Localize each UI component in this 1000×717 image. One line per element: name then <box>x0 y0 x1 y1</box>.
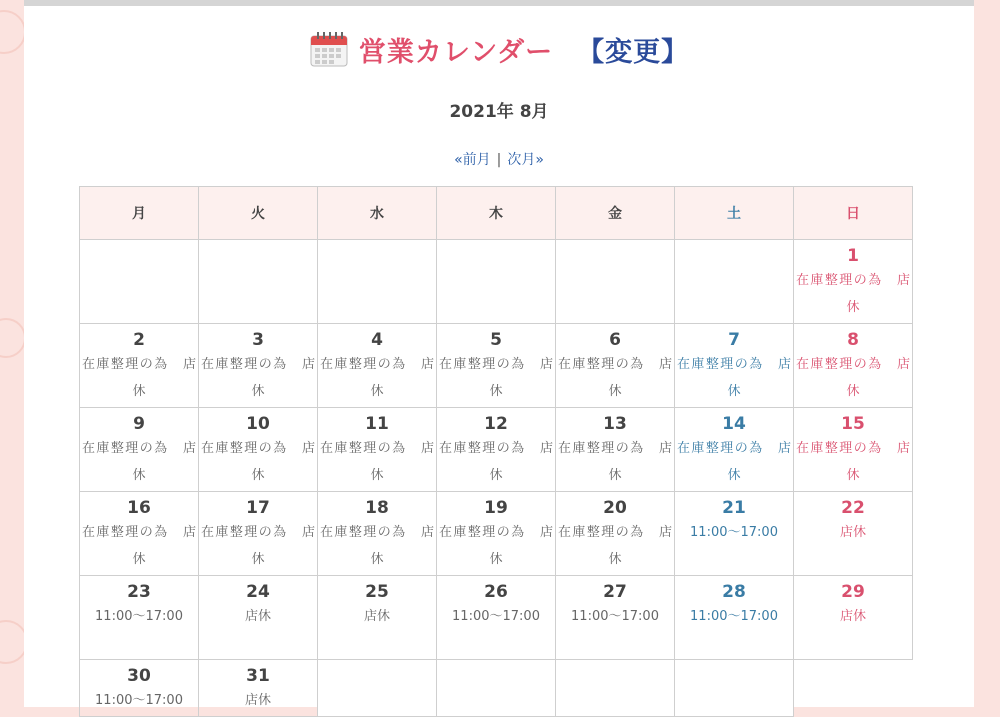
day-status-text: 在庫整理の為 店休 <box>439 525 553 567</box>
day-number: 19 <box>484 498 508 518</box>
calendar-empty-cell <box>675 660 794 717</box>
day-status-text: 在庫整理の為 店休 <box>677 357 791 399</box>
calendar-week-row <box>80 492 913 576</box>
decor-circle <box>0 318 26 358</box>
calendar-day-cell <box>437 492 556 576</box>
day-status <box>199 351 317 405</box>
calendar-day-cell <box>80 492 199 576</box>
calendar-day-cell <box>556 576 675 660</box>
calendar-week-row <box>80 240 913 324</box>
calendar-day-cell <box>556 408 675 492</box>
calendar-week-row <box>80 324 913 408</box>
calendar-empty-cell <box>80 240 199 324</box>
day-number: 30 <box>127 666 151 686</box>
day-status-text: 在庫整理の為 店休 <box>796 357 910 399</box>
day-number: 24 <box>246 582 270 602</box>
day-number: 12 <box>484 414 508 434</box>
day-number: 29 <box>841 582 865 602</box>
calendar-day-cell <box>318 408 437 492</box>
day-status <box>199 603 317 630</box>
day-number: 13 <box>603 414 627 434</box>
day-status <box>318 435 436 489</box>
day-status-text: 店休 <box>244 609 271 624</box>
day-status-text: 在庫整理の為 店休 <box>320 441 434 483</box>
calendar-table <box>79 186 913 717</box>
day-number: 26 <box>484 582 508 602</box>
day-status-text: 在庫整理の為 店休 <box>677 441 791 483</box>
calendar-day-cell <box>794 492 913 576</box>
prev-month-link[interactable]: «前月 <box>454 152 491 168</box>
day-number: 23 <box>127 582 151 602</box>
day-status-text: 在庫整理の為 店休 <box>201 525 315 567</box>
day-status-text: 在庫整理の為 店休 <box>201 441 315 483</box>
day-number: 14 <box>722 414 746 434</box>
day-number: 28 <box>722 582 746 602</box>
calendar-day-cell <box>318 576 437 660</box>
day-number: 5 <box>490 330 502 350</box>
day-status <box>794 603 912 630</box>
day-status <box>437 519 555 573</box>
page-title <box>24 30 974 69</box>
day-number: 6 <box>609 330 621 350</box>
calendar-icon <box>309 31 349 67</box>
calendar-day-cell <box>80 576 199 660</box>
calendar-body <box>80 240 913 717</box>
calendar-day-cell <box>675 492 794 576</box>
calendar-blank <box>794 660 913 717</box>
day-status <box>318 519 436 573</box>
day-status <box>556 603 674 630</box>
day-status-text: 11:00〜17:00 <box>452 609 540 624</box>
day-status <box>556 435 674 489</box>
day-status <box>794 519 912 546</box>
calendar-empty-cell <box>437 660 556 717</box>
day-status-text: 在庫整理の為 店休 <box>82 441 196 483</box>
day-status <box>675 519 793 546</box>
day-status <box>80 435 198 489</box>
calendar-day-cell <box>318 492 437 576</box>
calendar-week-row <box>80 408 913 492</box>
calendar-empty-cell <box>675 240 794 324</box>
day-number: 9 <box>133 414 145 434</box>
calendar-empty-cell <box>437 240 556 324</box>
calendar-empty-cell <box>318 240 437 324</box>
day-number: 18 <box>365 498 389 518</box>
day-number: 22 <box>841 498 865 518</box>
day-status <box>199 435 317 489</box>
next-month-link[interactable]: 次月» <box>507 152 544 168</box>
title-text: 営業カレンダー <box>358 37 554 68</box>
day-status-text: 11:00〜17:00 <box>690 609 778 624</box>
day-status <box>80 603 198 630</box>
calendar-empty-cell <box>318 660 437 717</box>
day-number: 27 <box>603 582 627 602</box>
calendar-day-cell <box>675 408 794 492</box>
day-status <box>794 435 912 489</box>
calendar-day-cell <box>80 324 199 408</box>
day-status-text: 11:00〜17:00 <box>95 693 183 708</box>
day-status <box>437 603 555 630</box>
day-status <box>794 267 912 321</box>
weekday-wed: 水 <box>318 187 437 240</box>
day-status <box>199 687 317 714</box>
calendar-empty-cell <box>199 240 318 324</box>
day-status <box>437 351 555 405</box>
day-status <box>675 603 793 630</box>
day-status <box>80 519 198 573</box>
calendar-page <box>24 0 974 707</box>
calendar-day-cell <box>437 576 556 660</box>
calendar-day-cell <box>794 408 913 492</box>
day-status-text: 在庫整理の為 店休 <box>796 441 910 483</box>
calendar-day-cell <box>199 660 318 717</box>
day-number: 2 <box>133 330 145 350</box>
day-number: 21 <box>722 498 746 518</box>
weekday-sun: 日 <box>794 187 913 240</box>
calendar-empty-cell <box>556 240 675 324</box>
day-status <box>318 603 436 630</box>
day-status <box>675 351 793 405</box>
calendar-day-cell <box>794 240 913 324</box>
day-status-text: 在庫整理の為 店休 <box>796 273 910 315</box>
calendar-day-cell <box>437 324 556 408</box>
calendar-week-row <box>80 660 913 717</box>
calendar-day-cell <box>80 660 199 717</box>
calendar-day-cell <box>556 324 675 408</box>
calendar-day-cell <box>199 492 318 576</box>
calendar-day-cell <box>794 576 913 660</box>
day-number: 7 <box>728 330 740 350</box>
day-number: 11 <box>365 414 389 434</box>
nav-separator: | <box>496 152 502 168</box>
weekday-thu: 木 <box>437 187 556 240</box>
day-status <box>794 351 912 405</box>
day-status-text: 11:00〜17:00 <box>690 525 778 540</box>
calendar-day-cell <box>675 576 794 660</box>
day-number: 10 <box>246 414 270 434</box>
calendar-week-row <box>80 576 913 660</box>
weekday-fri: 金 <box>556 187 675 240</box>
day-status-text: 店休 <box>839 609 866 624</box>
day-status-text: 在庫整理の為 店休 <box>558 357 672 399</box>
day-status-text: 11:00〜17:00 <box>95 609 183 624</box>
day-status-text: 在庫整理の為 店休 <box>439 357 553 399</box>
weekday-tue: 火 <box>199 187 318 240</box>
month-label: 2021年 8月 <box>449 102 549 122</box>
day-number: 20 <box>603 498 627 518</box>
day-status <box>437 435 555 489</box>
day-number: 17 <box>246 498 270 518</box>
day-status-text: 在庫整理の為 店休 <box>320 525 434 567</box>
calendar-day-cell <box>556 492 675 576</box>
day-number: 15 <box>841 414 865 434</box>
calendar-day-cell <box>199 408 318 492</box>
weekday-mon: 月 <box>80 187 199 240</box>
calendar-day-cell <box>80 408 199 492</box>
calendar-day-cell <box>199 576 318 660</box>
day-status-text: 店休 <box>363 609 390 624</box>
calendar-day-cell <box>675 324 794 408</box>
calendar-day-cell <box>437 408 556 492</box>
day-status-text: 在庫整理の為 店休 <box>320 357 434 399</box>
day-status-text: 店休 <box>839 525 866 540</box>
day-status-text: 在庫整理の為 店休 <box>558 441 672 483</box>
day-status-text: 在庫整理の為 店休 <box>82 525 196 567</box>
day-status-text: 在庫整理の為 店休 <box>558 525 672 567</box>
day-number: 8 <box>847 330 859 350</box>
day-status <box>675 435 793 489</box>
change-link[interactable]: 【変更】 <box>577 37 690 68</box>
day-number: 16 <box>127 498 151 518</box>
day-status <box>80 687 198 714</box>
day-status-text: 在庫整理の為 店休 <box>82 357 196 399</box>
day-status <box>556 519 674 573</box>
day-number: 3 <box>252 330 264 350</box>
day-number: 1 <box>847 246 859 266</box>
calendar-day-cell <box>199 324 318 408</box>
day-number: 4 <box>371 330 383 350</box>
day-status-text: 在庫整理の為 店休 <box>201 357 315 399</box>
day-status <box>556 351 674 405</box>
weekday-sat: 土 <box>675 187 794 240</box>
day-status-text: 在庫整理の為 店休 <box>439 441 553 483</box>
calendar-day-cell <box>318 324 437 408</box>
day-status-text: 店休 <box>244 693 271 708</box>
weekday-header-row <box>80 187 913 240</box>
month-nav <box>24 149 974 169</box>
day-number: 25 <box>365 582 389 602</box>
day-status <box>318 351 436 405</box>
decor-circle <box>0 10 26 54</box>
calendar-day-cell <box>794 324 913 408</box>
day-status <box>80 351 198 405</box>
day-status-text: 11:00〜17:00 <box>571 609 659 624</box>
day-status <box>199 519 317 573</box>
day-number: 31 <box>246 666 270 686</box>
top-divider <box>24 0 974 6</box>
calendar-empty-cell <box>556 660 675 717</box>
